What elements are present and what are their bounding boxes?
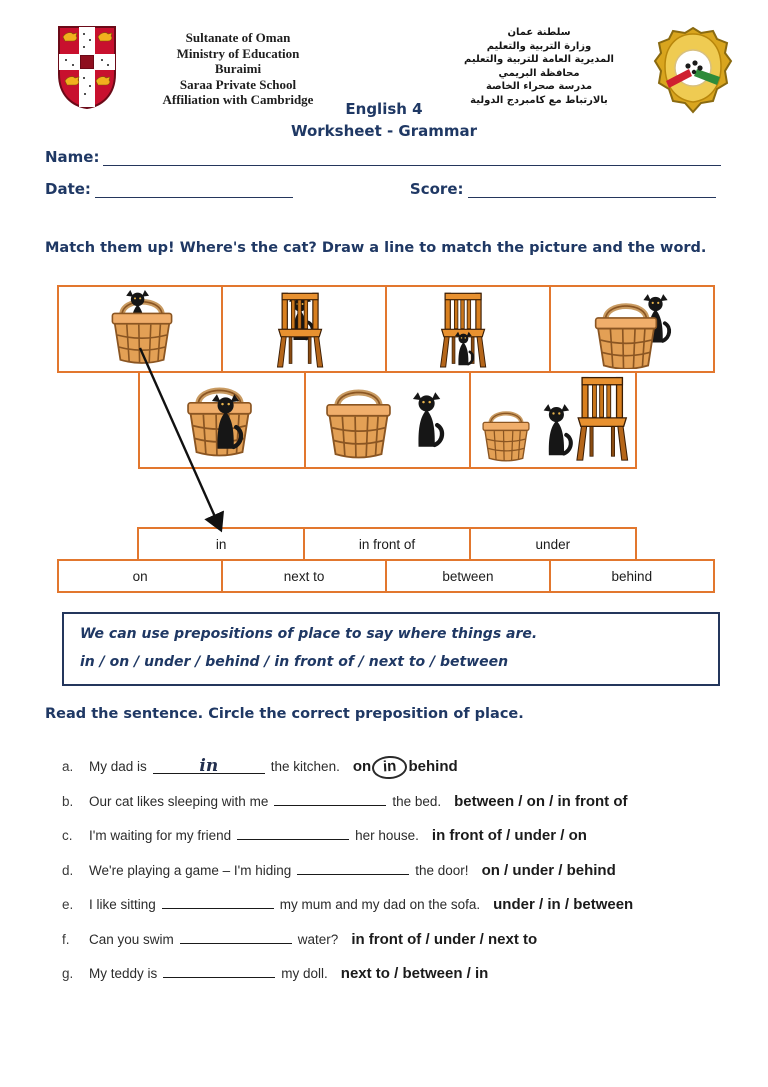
item-blank-line bbox=[163, 963, 275, 978]
school-header-line: Saraa Private School bbox=[179, 76, 297, 92]
sentence-item-a bbox=[62, 756, 734, 776]
item-blank-line bbox=[237, 825, 349, 840]
option-word: next to bbox=[488, 930, 538, 948]
word-box-behind: behind bbox=[549, 559, 715, 593]
item-options: in front of / under / next to bbox=[351, 930, 538, 948]
word-boxes-row1 bbox=[137, 527, 637, 561]
option-word: between bbox=[402, 965, 463, 982]
score-blank-line bbox=[468, 181, 716, 198]
word-box-between: between bbox=[385, 559, 551, 593]
item-sentence: Our cat likes sleeping with me the bed. bbox=[89, 791, 441, 809]
item-sentence: My dad is in the kitchen. bbox=[89, 756, 340, 776]
item-blank-line bbox=[153, 756, 265, 776]
item-letter: d. bbox=[62, 862, 74, 878]
item-letter: c. bbox=[62, 828, 73, 843]
picture-cat-between-basket-and-chair bbox=[469, 371, 637, 469]
date-blank-line bbox=[95, 181, 293, 198]
school-header-line: Buraimi bbox=[214, 61, 262, 76]
word-boxes-row2 bbox=[57, 559, 715, 593]
option-word: between bbox=[454, 792, 515, 810]
option-word: under bbox=[433, 930, 476, 948]
item-letter: f. bbox=[62, 931, 70, 947]
note-line2: in / on / under / behind / in front of / next to / between bbox=[80, 654, 509, 670]
school-header-arabic-line: بالارتباط مع كامبردج الدولية bbox=[470, 94, 608, 106]
word-box-next-to: next to bbox=[221, 559, 387, 593]
option-word: in bbox=[475, 965, 489, 982]
option-word: on bbox=[526, 792, 545, 810]
exercise-items bbox=[62, 756, 734, 998]
item-options: in front of / under / on bbox=[431, 827, 587, 844]
school-header-arabic bbox=[430, 26, 648, 107]
item-letter: a. bbox=[62, 759, 74, 774]
title-course: English 4 bbox=[345, 100, 423, 118]
option-word: in front of bbox=[431, 827, 502, 844]
handwritten-answer: in bbox=[199, 756, 219, 776]
item-options bbox=[353, 756, 458, 779]
school-header-line: Sultanate of Oman bbox=[185, 30, 291, 45]
date-score-row bbox=[45, 180, 716, 198]
sentence-item-b bbox=[62, 791, 734, 811]
circle-instruction: Read the sentence. Circle the correct preposition of place. bbox=[45, 706, 524, 722]
school-header-arabic-line: مدرسة صحراء الخاصة bbox=[485, 81, 593, 92]
note-line1: We can use prepositions of place to say where things are. bbox=[80, 626, 538, 642]
option-word: in front of bbox=[351, 930, 422, 948]
title-worksheet: Worksheet - Grammar bbox=[290, 122, 478, 140]
item-sentence: I'm waiting for my friend her house. bbox=[89, 825, 419, 843]
option-word: in bbox=[547, 896, 561, 913]
option-word: under bbox=[512, 861, 555, 879]
option-word: next to bbox=[340, 965, 390, 982]
item-blank-line bbox=[162, 894, 274, 909]
item-blank-line bbox=[297, 860, 409, 875]
item-options: under / in / between bbox=[493, 896, 634, 913]
item-blank-line bbox=[274, 791, 386, 806]
item-options: on / under / behind bbox=[481, 861, 616, 879]
school-header-english bbox=[116, 30, 360, 108]
item-blank-line bbox=[180, 929, 292, 944]
item-sentence: My teddy is my doll. bbox=[89, 963, 328, 981]
name-blank-line bbox=[103, 149, 721, 166]
word-box-under: under bbox=[469, 527, 637, 561]
item-letter: b. bbox=[62, 793, 74, 809]
item-sentence: We're playing a game – I'm hiding the door! bbox=[89, 860, 469, 878]
option-word: on bbox=[352, 758, 372, 775]
sentence-item-e bbox=[62, 894, 734, 914]
picture-grid-row1 bbox=[57, 285, 715, 373]
picture-cat-in-front-of-basket bbox=[138, 371, 306, 469]
date-label: Date: bbox=[45, 180, 91, 198]
name-row bbox=[45, 148, 721, 166]
score-label: Score: bbox=[409, 180, 464, 198]
word-box-in: in bbox=[137, 527, 305, 561]
name-label: Name: bbox=[45, 148, 100, 166]
picture-cat-next-to-basket bbox=[304, 371, 472, 469]
sentence-item-g bbox=[62, 963, 734, 983]
option-word: behind bbox=[408, 758, 458, 775]
item-options: between / on / in front of bbox=[454, 792, 628, 810]
school-header-arabic-line: وزارة التربية والتعليم bbox=[486, 40, 592, 52]
item-letter: e. bbox=[62, 897, 74, 912]
school-header-arabic-line: المديرية العامة للتربية والتعليم bbox=[464, 54, 614, 65]
item-options: next to / between / in bbox=[340, 965, 489, 982]
option-word: on bbox=[568, 827, 587, 844]
option-word: on bbox=[481, 861, 500, 879]
preposition-note-box bbox=[62, 612, 720, 686]
school-header-line: Affiliation with Cambridge bbox=[162, 92, 314, 107]
match-instruction: Match them up! Where's the cat? Draw a line to match the picture and the word. bbox=[45, 240, 707, 256]
item-sentence: I like sitting my mum and my dad on the sofa. bbox=[89, 894, 480, 912]
option-word: under bbox=[514, 827, 557, 844]
word-box-in-front-of: in front of bbox=[303, 527, 471, 561]
picture-grid-row2 bbox=[138, 371, 637, 469]
sentence-item-f bbox=[62, 929, 734, 949]
word-box-on: on bbox=[57, 559, 223, 593]
option-word: between bbox=[573, 896, 634, 913]
picture-cat-under-chair bbox=[385, 285, 551, 373]
item-letter: g. bbox=[62, 966, 74, 981]
picture-cat-behind-chair bbox=[221, 285, 387, 373]
option-word: in front of bbox=[557, 792, 628, 810]
cambridge-shield-icon bbox=[56, 24, 118, 110]
item-sentence: Can you swim water? bbox=[89, 929, 338, 947]
picture-cat-in-basket bbox=[57, 285, 223, 373]
school-header-arabic-line: محافظة البريمي bbox=[498, 67, 580, 79]
sentence-item-d bbox=[62, 860, 734, 880]
school-header-arabic-line: سلطنة عمان bbox=[507, 27, 571, 38]
circled-answer: in bbox=[372, 755, 408, 780]
school-header-line: Ministry of Education bbox=[176, 45, 300, 61]
option-word: under bbox=[493, 896, 535, 913]
option-word: behind bbox=[566, 861, 616, 879]
picture-cat-behind-basket bbox=[549, 285, 715, 373]
sentence-item-c bbox=[62, 825, 734, 845]
